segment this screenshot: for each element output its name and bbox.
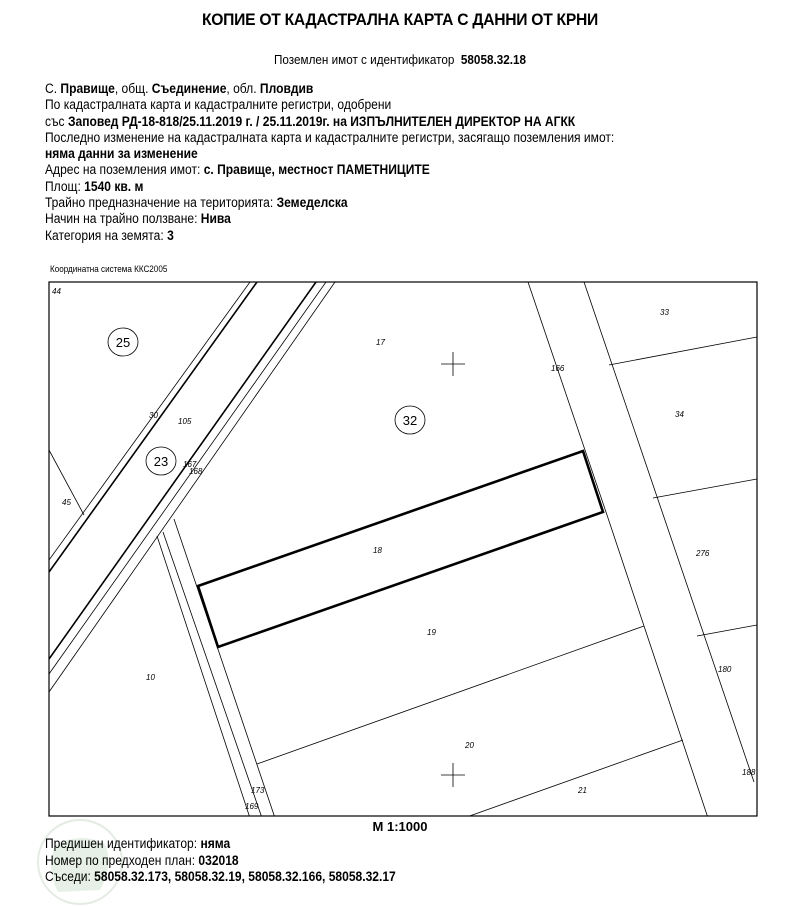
usage-label: Начин на трайно ползване: xyxy=(45,211,198,227)
map-scale: М 1:1000 xyxy=(372,819,428,834)
previous-id-label: Предишен идентификатор: xyxy=(45,836,198,851)
page-title: КОПИЕ ОТ КАДАСТРАЛНА КАРТА С ДАННИ ОТ КРНИ xyxy=(202,10,598,29)
subject-parcel-18-outline xyxy=(198,451,603,647)
parcel-label: 276 xyxy=(696,549,710,558)
purpose-label: Трайно предназначение на територията: xyxy=(45,195,274,211)
region: Пловдив xyxy=(259,81,314,96)
previous-id-value: няма xyxy=(200,836,231,851)
parcel-label: 44 xyxy=(52,287,61,296)
parcel-label: 169 xyxy=(245,802,259,811)
order-value: Заповед РД-18-818/25.11.2019 г. / 25.11.2019г. на ИЗПЪЛНИТЕЛЕН ДИРЕКТОР НА АГКК xyxy=(67,113,576,129)
parcel-label: 33 xyxy=(660,308,669,317)
location-prefix: С. xyxy=(45,81,58,96)
municipality: Съединение xyxy=(151,81,227,96)
area-number: 32 xyxy=(402,413,418,428)
parcel-label: 18 xyxy=(373,546,382,555)
circled-area-label xyxy=(395,406,425,434)
area-value: 1540 кв. м xyxy=(84,178,144,194)
usage-value: Нива xyxy=(200,211,231,227)
circled-area-label xyxy=(146,447,176,475)
previous-plan-line xyxy=(45,853,396,870)
previous-plan-value: 032018 xyxy=(198,852,239,868)
parcel-label: 105 xyxy=(178,417,192,426)
address-label: Адрес на поземления имот: xyxy=(45,162,201,178)
neighbors-line xyxy=(45,869,396,886)
parcel-label: 45 xyxy=(62,498,71,507)
parcel-label: 21 xyxy=(578,786,587,795)
grid-cross-icon xyxy=(441,763,465,787)
region-prefix: , обл. xyxy=(226,81,257,96)
parcel-footer-info xyxy=(45,836,396,886)
neighbors-value: 58058.32.173, 58058.32.19, 58058.32.166, 58058.32.17 xyxy=(94,869,396,884)
previous-id-line xyxy=(45,836,396,853)
category-value: 3 xyxy=(167,227,174,243)
purpose-value: Земеделска xyxy=(276,195,348,211)
parcel-label: 166 xyxy=(551,364,565,373)
approval-line: По кадастралната карта и кадастралните регистри, одобрени xyxy=(45,97,392,113)
circled-area-label xyxy=(108,328,138,356)
parcel-label: 180 xyxy=(718,665,732,674)
previous-plan-label: Номер по предходен план: xyxy=(45,852,196,868)
grid-crosses xyxy=(441,352,465,787)
parcel-label: 188 xyxy=(742,768,756,777)
parcel-label: 10 xyxy=(146,673,155,682)
area-label: Площ: xyxy=(45,178,81,194)
last-change-value: няма данни за изменение xyxy=(45,146,198,162)
parcel-label: 17 xyxy=(376,338,385,347)
parcel-label: 173 xyxy=(251,786,265,795)
grid-cross-icon xyxy=(441,352,465,376)
map-frame xyxy=(49,282,757,816)
area-number: 23 xyxy=(153,454,169,469)
parcel-label: 20 xyxy=(465,741,474,750)
parcel-labels xyxy=(52,287,756,811)
order-prefix: със xyxy=(45,113,65,129)
category-label: Категория на земята: xyxy=(45,227,164,243)
neighbors-label: Съседи: xyxy=(45,869,91,884)
cadastral-area-labels xyxy=(108,328,425,475)
address-value: с. Правище, местност ПАМЕТНИЦИТЕ xyxy=(203,162,430,178)
coordinate-system: Координатна система ККС2005 xyxy=(50,264,168,274)
parcel-label: 168 xyxy=(189,467,203,476)
parcel-boundaries xyxy=(49,282,757,818)
last-change-label: Последно изменение на кадастралната карта и кадастралните регистри, засягащо поземления имот: xyxy=(45,129,615,145)
municipality-prefix: , общ. xyxy=(114,81,149,96)
identifier-value: 58058.32.18 xyxy=(460,52,526,67)
parcel-label: 34 xyxy=(675,410,684,419)
parcel-label: 30 xyxy=(149,411,158,420)
village: Правище xyxy=(60,81,115,96)
identifier-label: Поземлен имот с идентификатор xyxy=(274,52,455,67)
area-number: 25 xyxy=(115,335,131,350)
parcel-label: 167 xyxy=(183,460,197,469)
parcel-label: 19 xyxy=(427,628,436,637)
